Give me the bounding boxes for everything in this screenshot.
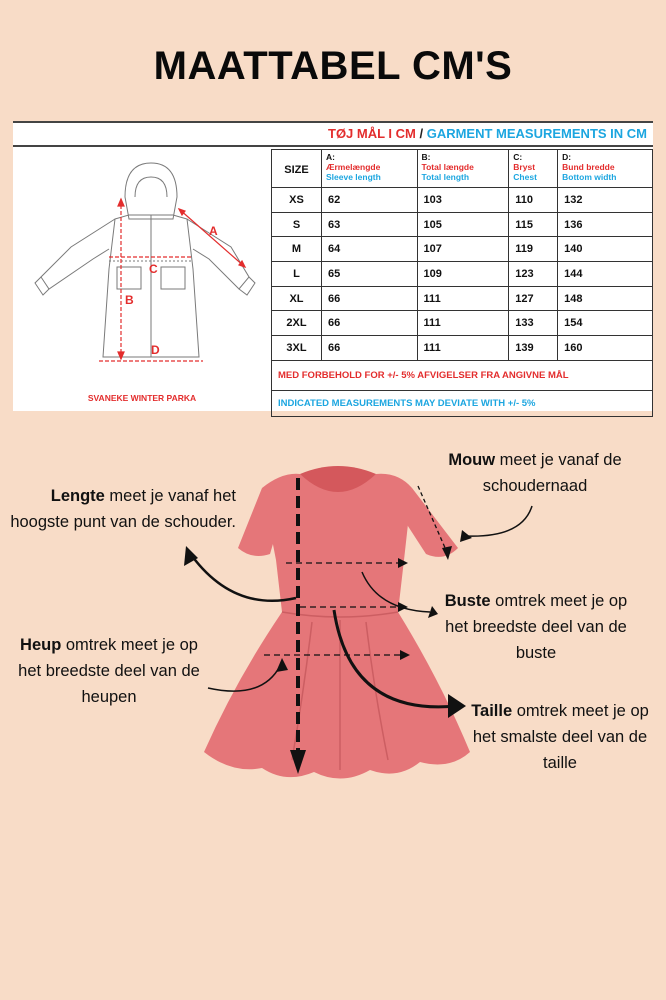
value-cell: 148 bbox=[558, 286, 653, 311]
value-cell: 103 bbox=[417, 188, 509, 213]
size-cell: XL bbox=[272, 286, 322, 311]
value-cell: 110 bbox=[509, 188, 558, 213]
value-cell: 64 bbox=[322, 237, 418, 262]
table-row bbox=[272, 212, 653, 237]
label-a: A bbox=[209, 224, 218, 238]
column-header-a: A: Ærmelængde Sleeve length bbox=[322, 150, 418, 188]
table-row bbox=[272, 188, 653, 213]
value-cell: 119 bbox=[509, 237, 558, 262]
table-row bbox=[272, 286, 653, 311]
value-cell: 111 bbox=[417, 286, 509, 311]
table-header-row bbox=[272, 150, 653, 188]
value-cell: 66 bbox=[322, 311, 418, 336]
value-cell: 154 bbox=[558, 311, 653, 336]
column-header-c: C: Bryst Chest bbox=[509, 150, 558, 188]
size-cell: L bbox=[272, 262, 322, 287]
value-cell: 132 bbox=[558, 188, 653, 213]
value-cell: 66 bbox=[322, 286, 418, 311]
value-cell: 111 bbox=[417, 336, 509, 361]
parka-hood bbox=[125, 163, 177, 219]
value-cell: 111 bbox=[417, 311, 509, 336]
table-row bbox=[272, 336, 653, 361]
value-cell: 105 bbox=[417, 212, 509, 237]
value-cell: 127 bbox=[509, 286, 558, 311]
value-cell: 62 bbox=[322, 188, 418, 213]
value-cell: 160 bbox=[558, 336, 653, 361]
label-d: D bbox=[151, 343, 160, 357]
value-cell: 65 bbox=[322, 262, 418, 287]
size-column-header: SIZE bbox=[272, 150, 322, 188]
instruction-buste: Buste omtrek meet je op het breedste deel van de buste bbox=[444, 592, 628, 662]
instruction-heup: Heup omtrek meet je op het breedste deel van de heupen bbox=[18, 636, 200, 706]
value-cell: 109 bbox=[417, 262, 509, 287]
mouw-pointer-arrow bbox=[466, 506, 532, 536]
size-cell: S bbox=[272, 212, 322, 237]
table-row bbox=[272, 237, 653, 262]
value-cell: 133 bbox=[509, 311, 558, 336]
value-cell: 144 bbox=[558, 262, 653, 287]
table-row bbox=[272, 262, 653, 287]
value-cell: 123 bbox=[509, 262, 558, 287]
column-header-b: B: Total længde Total length bbox=[417, 150, 509, 188]
value-cell: 140 bbox=[558, 237, 653, 262]
column-header-d: D: Bund bredde Bottom width bbox=[558, 150, 653, 188]
page-title: MAATTABEL CM'S bbox=[153, 44, 513, 88]
tolerance-note-danish: MED FORBEHOLD FOR +/- 5% AFVIGELSER FRA ANGIVNE MÅL bbox=[272, 360, 653, 390]
parka-diagram bbox=[13, 149, 271, 411]
size-cell: XS bbox=[272, 188, 322, 213]
value-cell: 63 bbox=[322, 212, 418, 237]
value-cell: 115 bbox=[509, 212, 558, 237]
instruction-taille: Taille omtrek meet je op het smalste deel van de taille bbox=[471, 702, 649, 772]
table-row bbox=[272, 311, 653, 336]
note-row-english bbox=[272, 390, 653, 416]
value-cell: 107 bbox=[417, 237, 509, 262]
size-chart-panel bbox=[13, 121, 653, 411]
chart-header bbox=[13, 121, 653, 147]
parka-left-sleeve bbox=[41, 219, 115, 289]
size-table bbox=[271, 149, 653, 417]
chart-header-danish: TØJ MÅL I CM bbox=[328, 126, 416, 141]
chart-header-english: GARMENT MEASUREMENTS IN CM bbox=[426, 126, 647, 141]
label-b: B bbox=[125, 293, 134, 307]
instruction-mouw: Mouw meet je vanaf de schoudernaad bbox=[448, 451, 622, 495]
value-cell: 139 bbox=[509, 336, 558, 361]
size-cell: 3XL bbox=[272, 336, 322, 361]
parka-illustration bbox=[13, 149, 271, 411]
size-cell: M bbox=[272, 237, 322, 262]
parka-caption: SVANEKE WINTER PARKA bbox=[87, 393, 197, 403]
parka-right-sleeve bbox=[187, 219, 249, 289]
chart-header-separator: / bbox=[415, 126, 427, 141]
tolerance-note-english: INDICATED MEASUREMENTS MAY DEVIATE WITH +/- 5% bbox=[272, 390, 653, 416]
label-c: C bbox=[149, 262, 158, 276]
instruction-lengte: Lengte meet je vanaf het hoogste punt van de schouder. bbox=[10, 487, 236, 531]
size-cell: 2XL bbox=[272, 311, 322, 336]
value-cell: 66 bbox=[322, 336, 418, 361]
note-row-danish bbox=[272, 360, 653, 390]
value-cell: 136 bbox=[558, 212, 653, 237]
